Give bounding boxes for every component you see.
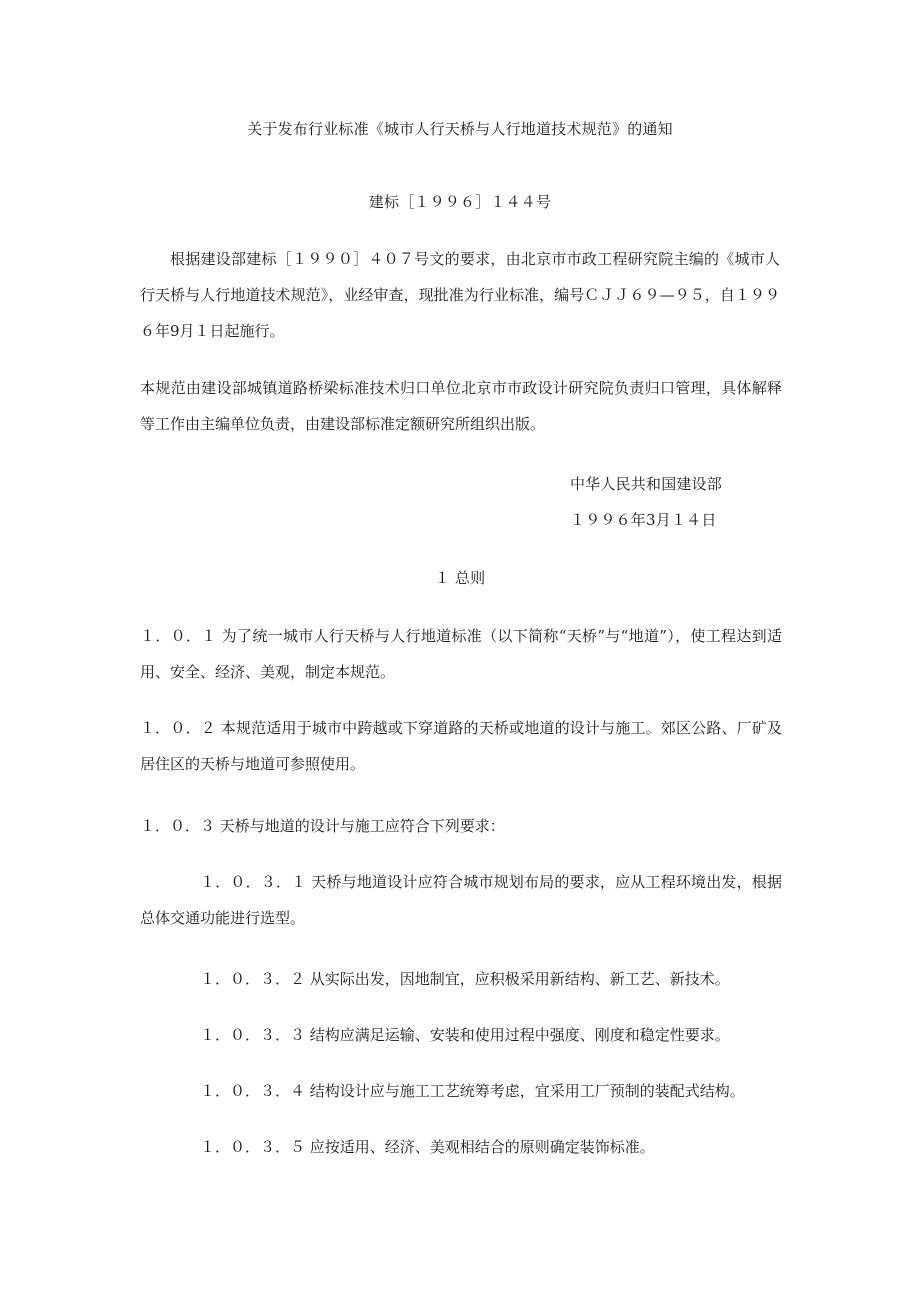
clause-1-0-3: １．０．３ 天桥与地道的设计与施工应符合下列要求： [140,817,505,835]
section-heading: １ 总则 [434,569,486,587]
clause-1-0-1: １．０．１ 为了统一城市人行天桥与人行地道标准（以下简称“天桥”与“地道”），使工程达到适用、安全、经济、美观，制定本规范。 [140,627,782,681]
management-paragraph: 本规范由建设部城镇道路桥梁标准技术归口单位北京市市政设计研究院负责归口管理，具体解释等工作由主编单位负责，由建设部标准定额研究所组织出版。 [140,379,782,433]
subclause-1-0-3-5: １．０．３．５ 应按适用、经济、美观相结合的原则确定装饰标准。 [200,1138,655,1156]
document-title: 关于发布行业标准《城市人行天桥与人行地道技术规范》的通知 [247,120,673,138]
subclause-1-0-3-4: １．０．３．４ 结构设计应与施工工艺统筹考虑，宜采用工厂预制的装配式结构。 [200,1082,745,1100]
subclause-1-0-3-1: １．０．３．１ 天桥与地道设计应符合城市规划布局的要求，应从工程环境出发，根据总体交通功能进行选型。 [140,873,782,927]
issuer-name: 中华人民共和国建设部 [570,475,723,493]
subclause-1-0-3-2: １．０．３．２ 从实际出发，因地制宜，应积极采用新结构、新工艺、新技术。 [200,970,730,988]
issue-date: １９９６年3月１４日 [570,511,717,529]
document-number: 建标［１９９６］１４４号 [368,193,552,211]
clause-1-0-2: １．０．２ 本规范适用于城市中跨越或下穿道路的天桥或地道的设计与施工。郊区公路、厂矿及居住区的天桥与地道可参照使用。 [140,719,782,773]
subclause-1-0-3-3: １．０．３．３ 结构应满足运输、安装和使用过程中强度、刚度和稳定性要求。 [200,1026,730,1044]
intro-paragraph: 根据建设部建标［１９９０］４０７号文的要求，由北京市市政工程研究院主编的《城市人行天桥与人行地道技术规范》，业经审查，现批准为行业标准，编号ＣＪＪ６９—９５，自１９９６年9月１日起施行。 [140,250,780,340]
